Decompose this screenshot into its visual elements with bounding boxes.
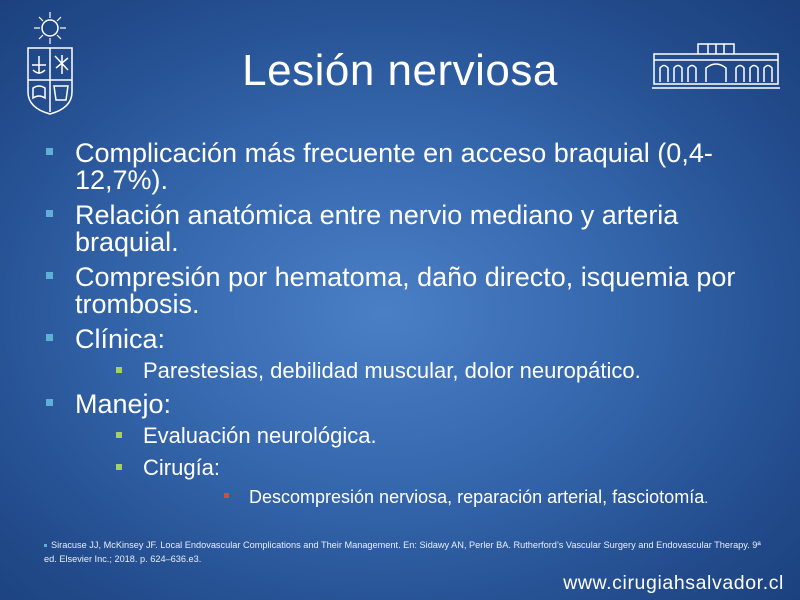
bullet-item bbox=[46, 140, 776, 194]
bullet-item bbox=[46, 202, 776, 256]
reference-marker bbox=[44, 544, 47, 547]
sub-bullet-text: Cirugía: bbox=[143, 455, 221, 480]
bullet-text: Compresión por hematoma, daño directo, isquemia por trombosis. bbox=[75, 262, 736, 319]
sub-bullet-item bbox=[75, 456, 776, 509]
bullet-item bbox=[46, 391, 776, 509]
bullet-item bbox=[46, 326, 776, 383]
sub-sub-bullet-tail: . bbox=[704, 490, 709, 506]
reference-text: Siracuse JJ, McKinsey JF. Local Endovascular Complications and Their Management. En: Sidawy AN, Perler BA. Rutherford’s Vascular Surgery and Endovascular Therapy. 9ª ed. Elsevier Inc.; 2018. p. 624–636.e3. bbox=[44, 540, 761, 564]
sub-sub-bullet-text: Descompresión nerviosa, reparación arterial, fasciotomía bbox=[249, 487, 705, 507]
bullet-list bbox=[46, 140, 776, 517]
sub-bullet-item bbox=[75, 424, 776, 448]
sub-bullet-list bbox=[75, 424, 776, 509]
slide-title: Lesión nerviosa bbox=[242, 46, 558, 95]
bullet-marker bbox=[46, 210, 53, 217]
sub-bullet-marker bbox=[116, 464, 122, 470]
sub-sub-bullet-marker bbox=[224, 493, 229, 498]
bullet-marker bbox=[46, 334, 53, 341]
sub-bullet-text: Evaluación neurológica. bbox=[143, 423, 377, 448]
sub-bullet-item bbox=[75, 359, 776, 383]
reference-note bbox=[44, 538, 764, 566]
bullet-marker bbox=[46, 272, 53, 279]
bullet-text: Clínica: bbox=[75, 324, 166, 354]
sub-bullet-text: Parestesias, debilidad muscular, dolor neuropático. bbox=[143, 358, 641, 383]
bullet-text: Relación anatómica entre nervio mediano y arteria braquial. bbox=[75, 200, 679, 257]
website-footer: www.cirugiahsalvador.cl bbox=[563, 572, 784, 594]
sub-sub-bullet-item bbox=[143, 486, 776, 509]
bullet-text: Manejo: bbox=[75, 389, 172, 419]
sub-bullet-list bbox=[75, 359, 776, 383]
sub-sub-bullet-list bbox=[143, 486, 776, 509]
sub-bullet-marker bbox=[116, 432, 122, 438]
bullet-text: Complicación más frecuente en acceso braquial (0,4-12,7%). bbox=[75, 138, 713, 195]
bullet-marker bbox=[46, 148, 53, 155]
sub-bullet-marker bbox=[116, 367, 122, 373]
bullet-item bbox=[46, 264, 776, 318]
bullet-marker bbox=[46, 399, 53, 406]
